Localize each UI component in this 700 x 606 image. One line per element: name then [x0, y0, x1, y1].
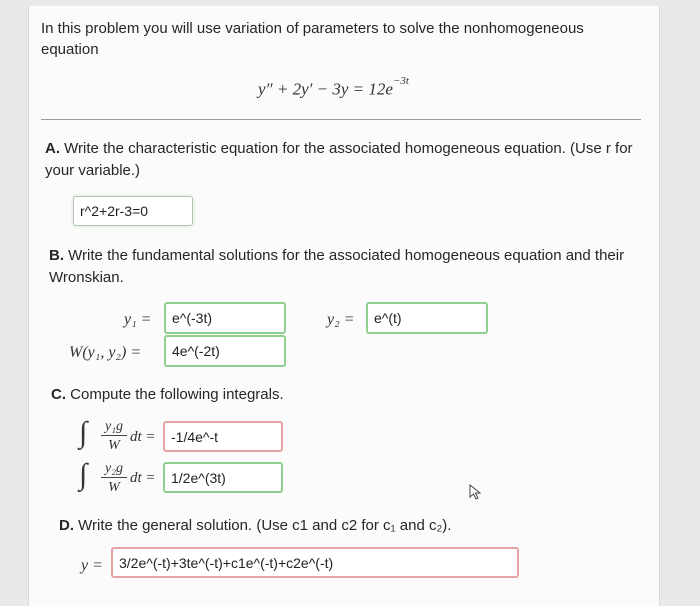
- part-a-text-2: your variable.): [45, 162, 141, 179]
- integral-1-dt: dt =: [130, 429, 156, 445]
- characteristic-equation-input[interactable]: r^2+2r-3=0: [73, 196, 193, 226]
- part-b-text-1: Write the fundamental solutions for the associated homogeneous equation and their: [68, 247, 625, 264]
- part-c-label: C.: [51, 386, 66, 403]
- general-solution-input[interactable]: 3/2e^(-t)+3te^(-t)+c1e^(-t)+c2e^(-t): [111, 547, 519, 578]
- part-a-question: [45, 138, 633, 159]
- part-c-text: Compute the following integrals.: [70, 386, 284, 403]
- part-b-text-2: Wronskian.: [49, 269, 124, 286]
- problem-page: [28, 6, 660, 606]
- part-a-label: A.: [45, 140, 60, 157]
- integral-2-numerator: y₂g: [101, 461, 127, 478]
- main-equation: [258, 75, 409, 100]
- y1-input[interactable]: e^(-3t): [164, 302, 286, 334]
- equation-exponent: −3t: [392, 75, 409, 87]
- mouse-pointer-icon: [469, 484, 483, 500]
- y2-label: y₂ =: [327, 311, 355, 328]
- part-c-question: [51, 384, 284, 405]
- integral-1-numerator: y₁g: [101, 419, 127, 436]
- y1-label: y₁ =: [124, 311, 152, 328]
- divider: [41, 119, 641, 120]
- part-d-text: Write the general solution. (Use c1 and c2 for c₁ and c₂).: [78, 517, 452, 534]
- integral-2-input[interactable]: 1/2e^(3t): [163, 462, 283, 493]
- general-solution-label: y =: [81, 557, 103, 574]
- integral-sign-2: ∫: [79, 458, 88, 491]
- wronskian-label: W(y₁, y₂) =: [69, 344, 142, 361]
- part-b-question: [49, 245, 624, 266]
- equation-lhs: y″ + 2y′ − 3y = 12e: [258, 79, 393, 99]
- intro-line-2: equation: [41, 41, 99, 58]
- part-a-text-1: Write the characteristic equation for the associated homogeneous equation. (Use r for: [64, 140, 633, 157]
- integral-1-input[interactable]: -1/4e^-t: [163, 421, 283, 452]
- part-b-label: B.: [49, 247, 64, 264]
- intro-line-1: In this problem you will use variation of parameters to solve the nonhomogeneous: [41, 20, 584, 37]
- y2-input[interactable]: e^(t): [366, 302, 488, 334]
- integral-sign-1: ∫: [79, 416, 88, 449]
- part-d-question: [59, 515, 451, 536]
- integral-2-dt: dt =: [130, 470, 156, 486]
- integral-2-denominator: W: [108, 480, 120, 495]
- part-d-label: D.: [59, 517, 74, 534]
- integral-1-denominator: W: [108, 438, 120, 453]
- wronskian-input[interactable]: 4e^(-2t): [164, 335, 286, 367]
